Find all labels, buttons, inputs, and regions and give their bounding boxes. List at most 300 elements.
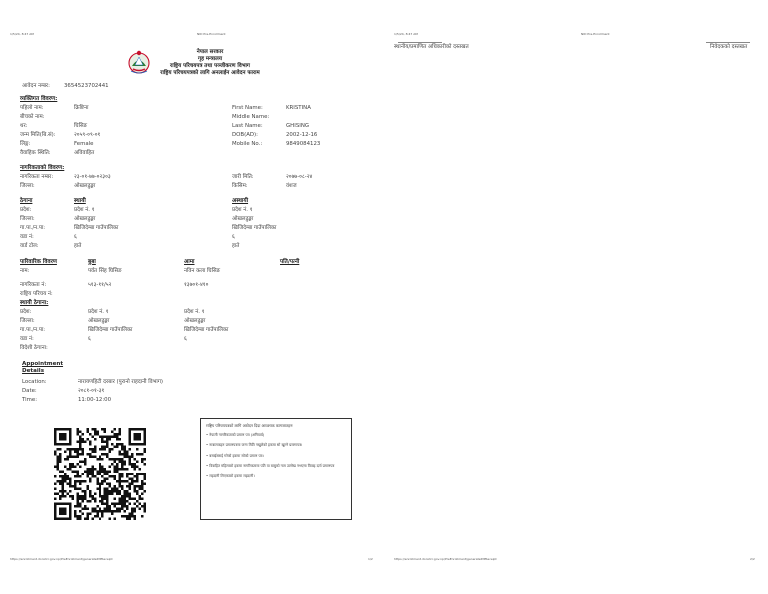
qr-module: [134, 468, 136, 470]
qr-module: [106, 438, 108, 440]
qr-module: [79, 435, 81, 437]
qr-module: [109, 435, 111, 437]
citizenship-label: जिल्ला:: [20, 183, 35, 189]
qr-module: [119, 500, 121, 502]
qr-module: [104, 480, 106, 482]
qr-module: [84, 508, 86, 510]
qr-module: [114, 490, 116, 492]
address-permanent-value: हाते: [74, 243, 82, 249]
qr-module: [76, 463, 78, 465]
qr-module: [109, 458, 111, 460]
qr-module: [144, 463, 146, 465]
qr-module: [86, 430, 88, 432]
qr-module: [74, 505, 76, 507]
qr-module: [124, 463, 126, 465]
personal-label: लिङ्ग:: [20, 141, 31, 147]
qr-module: [119, 438, 121, 440]
qr-module: [69, 490, 71, 492]
qr-module: [101, 440, 103, 442]
qr-module: [91, 428, 93, 430]
qr-module: [54, 475, 56, 477]
qr-module: [104, 440, 106, 442]
qr-module: [119, 485, 121, 487]
qr-module: [81, 508, 83, 510]
qr-module: [126, 495, 128, 497]
qr-module: [76, 500, 78, 502]
qr-module: [126, 518, 128, 520]
family-mother-address: ६: [184, 336, 187, 342]
qr-module: [134, 503, 136, 505]
qr-module: [106, 503, 108, 505]
qr-module: [136, 485, 138, 487]
qr-module: [119, 510, 121, 512]
qr-module: [99, 458, 101, 460]
qr-module: [114, 470, 116, 472]
qr-module: [136, 478, 138, 480]
qr-module: [84, 518, 86, 520]
qr-module: [116, 458, 118, 460]
qr-module: [144, 448, 146, 450]
qr-module: [126, 500, 128, 502]
qr-module: [81, 460, 83, 462]
qr-module: [86, 473, 88, 475]
qr-module: [54, 465, 56, 467]
qr-module: [64, 473, 66, 475]
nepal-emblem-icon: [128, 49, 150, 75]
document-item-text: राहदानी लिएकाको हकमा राहदानी।: [209, 473, 255, 478]
qr-module: [124, 505, 126, 507]
qr-module: [131, 483, 133, 485]
qr-module: [126, 480, 128, 482]
qr-module: [114, 460, 116, 462]
qr-module: [99, 485, 101, 487]
qr-module: [74, 465, 76, 467]
qr-module: [91, 475, 93, 477]
qr-module: [129, 448, 131, 450]
qr-module: [114, 445, 116, 447]
qr-module: [71, 485, 73, 487]
qr-module: [111, 488, 113, 490]
qr-module: [136, 465, 138, 467]
qr-module: [99, 470, 101, 472]
qr-module: [106, 445, 108, 447]
qr-module: [121, 500, 123, 502]
qr-module: [76, 505, 78, 507]
qr-module: [114, 468, 116, 470]
qr-module: [106, 510, 108, 512]
qr-module: [101, 515, 103, 517]
qr-module: [141, 460, 143, 462]
address-temporary-value: प्रदेश नं. १: [232, 207, 253, 213]
qr-module: [119, 473, 121, 475]
appointment-label: Time:: [22, 397, 38, 403]
qr-module: [94, 498, 96, 500]
footer-url: https://enrollment.donidcr.gov.np/PreEnrollment/generatePdfReceipt: [394, 557, 497, 561]
qr-module: [134, 480, 136, 482]
qr-module: [101, 503, 103, 505]
qr-module: [56, 493, 58, 495]
qr-module: [99, 448, 101, 450]
qr-module: [101, 513, 103, 515]
qr-module: [119, 493, 121, 495]
qr-module: [74, 480, 76, 482]
qr-module: [121, 495, 123, 497]
qr-module: [129, 483, 131, 485]
personal-label: वैवाहिक स्थिति:: [20, 150, 51, 156]
qr-module: [116, 468, 118, 470]
qr-module: [79, 498, 81, 500]
qr-module: [69, 480, 71, 482]
qr-module: [86, 500, 88, 502]
qr-module: [104, 508, 106, 510]
qr-module: [76, 440, 78, 442]
qr-module: [119, 503, 121, 505]
qr-module: [96, 430, 98, 432]
qr-module: [141, 505, 143, 507]
qr-module: [69, 485, 71, 487]
qr-module: [111, 458, 113, 460]
qr-module: [99, 488, 101, 490]
qr-module: [99, 508, 101, 510]
qr-module: [74, 448, 76, 450]
qr-module: [94, 438, 96, 440]
qr-module: [114, 475, 116, 477]
citizenship-label: जारी मिति:: [232, 174, 254, 180]
document-item: • राहदानी लिएकाको हकमा राहदानी।: [206, 473, 255, 478]
qr-module: [116, 463, 118, 465]
qr-module: [109, 470, 111, 472]
qr-module: [59, 483, 61, 485]
qr-module: [66, 493, 68, 495]
qr-module: [114, 503, 116, 505]
personal-en-label: First Name:: [232, 105, 263, 111]
qr-module: [121, 458, 123, 460]
qr-module: [119, 490, 121, 492]
qr-module: [86, 515, 88, 517]
application-label: आवेदन नम्बर:: [22, 83, 50, 89]
qr-module: [141, 480, 143, 482]
qr-module: [141, 515, 143, 517]
qr-module: [61, 490, 63, 492]
qr-module: [79, 518, 81, 520]
qr-module: [71, 470, 73, 472]
qr-module: [76, 470, 78, 472]
qr-module: [141, 458, 143, 460]
qr-module: [71, 455, 73, 457]
personal-value: अविवाहित: [74, 150, 95, 156]
qr-module: [91, 470, 93, 472]
qr-module: [64, 450, 66, 452]
qr-module: [59, 475, 61, 477]
citizenship-heading: नागरिकताको विवरण:: [20, 165, 65, 171]
qr-module: [119, 468, 121, 470]
qr-module: [76, 475, 78, 477]
qr-module: [124, 498, 126, 500]
personal-value: २०५९-०९-०१: [74, 132, 101, 138]
qr-module: [121, 465, 123, 467]
qr-module: [59, 498, 61, 500]
qr-module: [144, 490, 146, 492]
qr-module: [114, 488, 116, 490]
personal-en-label: Middle Name:: [232, 114, 270, 120]
address-temporary-value: हाते: [232, 243, 240, 249]
qr-module: [106, 455, 108, 457]
qr-module: [79, 510, 81, 512]
qr-module: [136, 475, 138, 477]
qr-module: [124, 495, 126, 497]
qr-module: [84, 460, 86, 462]
qr-module: [109, 475, 111, 477]
qr-module: [59, 433, 66, 440]
qr-module: [114, 518, 116, 520]
qr-module: [116, 508, 118, 510]
qr-module: [144, 483, 146, 485]
qr-module: [119, 430, 121, 432]
qr-module: [129, 455, 131, 457]
document-item: • नेपाली नागरिकताको प्रमाण पत्र (अनिवार्य): [206, 433, 265, 438]
qr-module: [131, 480, 133, 482]
header-line2: गृह मन्त्रालय: [198, 56, 222, 62]
qr-module: [131, 508, 133, 510]
qr-module: [141, 453, 143, 455]
qr-module: [111, 493, 113, 495]
qr-module: [84, 490, 86, 492]
qr-module: [114, 510, 116, 512]
qr-module: [91, 465, 93, 467]
qr-module: [124, 480, 126, 482]
qr-module: [109, 485, 111, 487]
address-permanent-value: ओखलढुङ्गा: [74, 216, 96, 222]
qr-module: [104, 488, 106, 490]
qr-module: [116, 470, 118, 472]
qr-module: [119, 498, 121, 500]
qr-module: [104, 445, 106, 447]
family-father-address: खिजिदेम्बा गाउँपालिका: [88, 327, 133, 333]
qr-module: [59, 508, 66, 515]
qr-module: [91, 455, 93, 457]
family-address-heading: स्थायी ठेगाना:: [20, 300, 49, 306]
qr-module: [126, 475, 128, 477]
qr-module: [129, 498, 131, 500]
qr-module: [119, 483, 121, 485]
qr-module: [81, 495, 83, 497]
qr-module: [64, 480, 66, 482]
qr-module: [126, 508, 128, 510]
qr-module: [86, 475, 88, 477]
qr-module: [74, 515, 76, 517]
document-item: • नाबालकहरु प्रमाणपत्रमा जन्म मिति नखुलेको हकमा सो खुल्ने प्रमाणपत्र।: [206, 443, 303, 448]
qr-module: [114, 435, 116, 437]
family-mother-cit: १३७०१-४१०: [184, 282, 209, 288]
document-item-text: नेपाली नागरिकताको प्रमाण पत्र (अनिवार्य): [209, 433, 265, 438]
qr-module: [96, 488, 98, 490]
family-father-address: ओखलढुङ्गा: [88, 318, 110, 324]
qr-module: [124, 515, 126, 517]
qr-module: [91, 435, 93, 437]
qr-module: [104, 435, 106, 437]
qr-module: [79, 483, 81, 485]
qr-module: [76, 433, 78, 435]
qr-module: [76, 518, 78, 520]
qr-module: [91, 498, 93, 500]
qr-module: [94, 500, 96, 502]
qr-module: [139, 508, 141, 510]
qr-module: [104, 430, 106, 432]
qr-module: [69, 450, 71, 452]
qr-module: [94, 428, 96, 430]
signature-line: [398, 42, 442, 43]
qr-module: [94, 430, 96, 432]
qr-module: [89, 470, 91, 472]
qr-module: [96, 458, 98, 460]
qr-module: [69, 495, 71, 497]
qr-module: [129, 488, 131, 490]
qr-module: [99, 473, 101, 475]
qr-module: [126, 493, 128, 495]
qr-module: [121, 443, 123, 445]
qr-module: [94, 515, 96, 517]
qr-module: [121, 480, 123, 482]
qr-module: [86, 428, 88, 430]
qr-module: [89, 478, 91, 480]
qr-module: [116, 433, 118, 435]
qr-module: [66, 478, 68, 480]
qr-module: [126, 490, 128, 492]
qr-module: [134, 465, 136, 467]
qr-module: [104, 428, 106, 430]
qr-module: [76, 450, 78, 452]
qr-module: [129, 478, 131, 480]
qr-module: [94, 468, 96, 470]
personal-label: जन्म मिति(बि.सं):: [20, 132, 56, 138]
qr-module: [114, 478, 116, 480]
qr-module: [64, 490, 66, 492]
appointment-heading-2: Details: [22, 368, 45, 374]
citizenship-value: २३-०१-७७-०२३०३: [74, 174, 111, 180]
qr-module: [124, 453, 126, 455]
qr-module: [116, 438, 118, 440]
qr-module: [84, 440, 86, 442]
address-temporary-heading: अस्थायी: [232, 198, 249, 204]
personal-label: थर:: [20, 123, 28, 129]
qr-module: [81, 480, 83, 482]
qr-module: [106, 470, 108, 472]
qr-module: [144, 510, 146, 512]
qr-module: [99, 510, 101, 512]
qr-module: [89, 490, 91, 492]
qr-module: [66, 448, 68, 450]
qr-module: [101, 500, 103, 502]
qr-module: [106, 483, 108, 485]
qr-module: [134, 433, 141, 440]
qr-module: [69, 468, 71, 470]
qr-module: [64, 458, 66, 460]
receipt-page-2: [384, 0, 768, 594]
qr-module: [96, 433, 98, 435]
qr-module: [139, 498, 141, 500]
qr-module: [119, 475, 121, 477]
qr-module: [101, 435, 103, 437]
qr-module: [56, 480, 58, 482]
qr-module: [134, 515, 136, 517]
qr-module: [74, 485, 76, 487]
citizenship-label: किसिम:: [232, 183, 248, 189]
qr-module: [104, 490, 106, 492]
family-address-label: गा.पा./न.पा:: [20, 327, 46, 333]
qr-module: [71, 498, 73, 500]
qr-module: [69, 448, 71, 450]
qr-module: [104, 510, 106, 512]
qr-module: [91, 510, 93, 512]
qr-module: [124, 490, 126, 492]
qr-module: [89, 440, 91, 442]
qr-module: [136, 500, 138, 502]
qr-module: [131, 473, 133, 475]
qr-module: [56, 463, 58, 465]
qr-module: [91, 495, 93, 497]
qr-module: [76, 493, 78, 495]
document-item-text: नाबालकहरु प्रमाणपत्रमा जन्म मिति नखुलेको हकमा सो खुल्ने प्रमाणपत्र।: [209, 443, 303, 448]
qr-module: [89, 443, 91, 445]
qr-module: [104, 498, 106, 500]
qr-module: [61, 480, 63, 482]
family-mother-heading: आमा: [184, 259, 195, 265]
family-father-heading: बुबा: [88, 259, 96, 265]
qr-module: [99, 435, 101, 437]
qr-module: [69, 453, 71, 455]
qr-module: [136, 460, 138, 462]
qr-module: [144, 458, 146, 460]
citizenship-value: वंशज: [286, 183, 297, 189]
qr-module: [126, 485, 128, 487]
application-number: 3654523702441: [64, 83, 109, 89]
qr-module: [54, 488, 56, 490]
personal-en-label: Last Name:: [232, 123, 263, 129]
qr-module: [71, 495, 73, 497]
qr-module: [79, 475, 81, 477]
header-line3: राष्ट्रिय परिचयपत्र तथा पञ्जीकरण विभाग: [170, 63, 250, 69]
qr-module: [124, 493, 126, 495]
qr-module: [119, 450, 121, 452]
citizenship-label: नागरिकता नम्बर:: [20, 174, 54, 180]
qr-module: [84, 493, 86, 495]
qr-module: [79, 438, 81, 440]
qr-module: [139, 453, 141, 455]
qr-module: [106, 478, 108, 480]
family-father-address: ६: [88, 336, 91, 342]
qr-module: [69, 465, 71, 467]
qr-module: [96, 473, 98, 475]
qr-module: [139, 503, 141, 505]
qr-module: [89, 448, 91, 450]
qr-module: [101, 465, 103, 467]
qr-module: [131, 453, 133, 455]
document-item-text: बसाईसराई गरेको हकमा सोको प्रमाण पत्र।: [209, 453, 264, 458]
qr-module: [109, 508, 111, 510]
qr-module: [111, 430, 113, 432]
qr-module: [106, 508, 108, 510]
family-address-label: वडा नं:: [20, 336, 34, 342]
qr-module: [136, 448, 138, 450]
qr-module: [129, 518, 131, 520]
qr-module: [119, 428, 121, 430]
qr-module: [124, 455, 126, 457]
appointment-label: Date:: [22, 388, 37, 394]
qr-module: [91, 468, 93, 470]
address-permanent-value: खिजिदेम्बा गाउँपालिका: [74, 225, 119, 231]
address-label: वार्ड टोल:: [20, 243, 39, 249]
family-heading: पारिवारिक विवरण: [20, 259, 57, 265]
